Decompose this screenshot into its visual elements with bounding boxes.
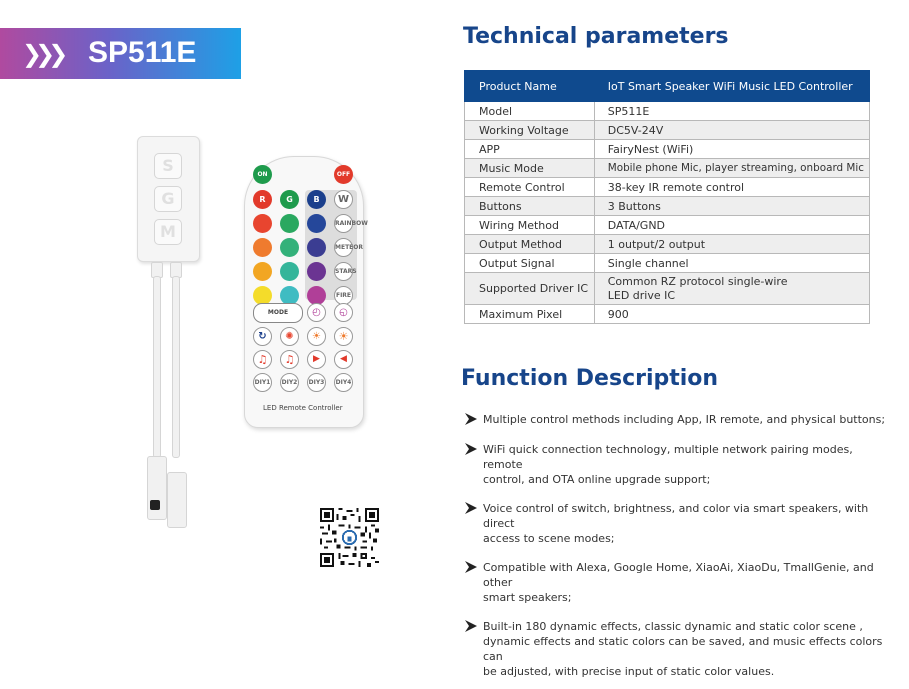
remote-g-button: G (280, 190, 299, 209)
table-row (465, 305, 870, 324)
table-cell-value: 3 Buttons (594, 197, 869, 216)
parameters-table (464, 70, 870, 324)
table-row (465, 102, 870, 121)
arrow-bullet-icon (464, 412, 478, 426)
list-item-text: smart speakers; (483, 591, 572, 604)
remote-diy1-button: DIY1 (253, 373, 272, 392)
table-cell-name: Supported Driver IC (465, 273, 595, 305)
remote-color-button (253, 238, 272, 257)
table-cell-line: Common RZ protocol single-wire (607, 274, 788, 288)
music-icon: ♫ (280, 350, 299, 369)
table-cell-name: Maximum Pixel (465, 305, 595, 324)
table-row (465, 197, 870, 216)
refresh-icon: ↻ (253, 327, 272, 346)
remote-color-button (280, 238, 299, 257)
table-row (465, 121, 870, 140)
remote-color-button (307, 214, 326, 233)
list-item-text: dynamic effects and static colors can be saved, and music effects colors can (483, 635, 883, 663)
table-row (465, 273, 870, 305)
chevrons-icon: ❯❯❯ (22, 40, 62, 68)
table-cell-line: LED drive IC (607, 288, 676, 302)
plug-socket (150, 500, 160, 510)
list-item-text: WiFi quick connection technology, multiple network pairing modes, remote (483, 443, 853, 471)
table-cell-value: Mobile phone Mic, player streaming, onboard Mic (594, 159, 869, 178)
table-cell-name: Working Voltage (465, 121, 595, 140)
table-cell-name: Buttons (465, 197, 595, 216)
remote-color-button (307, 262, 326, 281)
list-item-text: control, and OTA online upgrade support; (483, 473, 711, 486)
table-cell-value: 900 (594, 305, 869, 324)
list-item-text: be adjusted, with precise input of static color values. (483, 665, 775, 678)
list-item-text: Multiple control methods including App, IR remote, and physical buttons; (483, 413, 886, 426)
remote-color-button (280, 262, 299, 281)
list-item (464, 412, 894, 427)
remote-off-button: OFF (334, 165, 353, 184)
table-cell-name: Output Signal (465, 254, 595, 273)
list-item-text: access to scene modes; (483, 532, 615, 545)
list-item (464, 442, 894, 487)
remote-meteor-button: METEOR (334, 238, 353, 257)
remote-r-button: R (253, 190, 272, 209)
speed-icon: ◵ (334, 303, 353, 322)
table-cell-value: DC5V-24V (594, 121, 869, 140)
remote-color-button (253, 214, 272, 233)
table-cell-value: 38-key IR remote control (594, 178, 869, 197)
table-cell-value: 1 output/2 output (594, 235, 869, 254)
table-row (465, 140, 870, 159)
cable-plug-left (147, 456, 167, 520)
list-item (464, 560, 894, 605)
table-cell-value: Single channel (594, 254, 869, 273)
arrow-bullet-icon (464, 442, 478, 456)
remote-color-button (307, 238, 326, 257)
table-cell-value: FairyNest (WiFi) (594, 140, 869, 159)
cable-plug-right (167, 472, 187, 528)
function-list (464, 412, 894, 679)
music-icon: ♫ (253, 350, 272, 369)
controller-button-m: M (154, 219, 182, 245)
list-item-text: Built-in 180 dynamic effects, classic dynamic and static color scene , (483, 620, 863, 633)
brightness-up-icon: ☀ (334, 327, 353, 346)
arrow-bullet-icon (464, 501, 478, 515)
remote-rainbow-button: RAINBOW (334, 214, 353, 233)
table-cell-name: Output Method (465, 235, 595, 254)
arrow-bullet-icon (464, 560, 478, 574)
controller-device-image (137, 136, 200, 262)
table-header-row (465, 71, 870, 102)
controller-button-s: S (154, 153, 182, 179)
list-item (464, 619, 894, 679)
remote-w-button: W (334, 190, 353, 209)
palette-icon: ✺ (280, 327, 299, 346)
cable-left (153, 276, 161, 458)
cable-right (172, 276, 180, 458)
remote-color-button (253, 262, 272, 281)
remote-color-button (280, 214, 299, 233)
play-icon: ▶ (307, 350, 326, 369)
table-cell-value: SP511E (594, 102, 869, 121)
remote-b-button: B (307, 190, 326, 209)
model-banner (0, 28, 241, 79)
arrow-bullet-icon (464, 619, 478, 633)
remote-diy4-button: DIY4 (334, 373, 353, 392)
volume-icon: ◀ (334, 350, 353, 369)
brightness-down-icon: ☀ (307, 327, 326, 346)
remote-control-image (244, 156, 368, 428)
remote-stars-button: STARS (334, 262, 353, 281)
function-description-heading: Function Description (461, 366, 719, 391)
remote-on-button: ON (253, 165, 272, 184)
qr-code-image (320, 508, 379, 567)
remote-mode-button (253, 303, 303, 323)
table-row (465, 216, 870, 235)
table-cell-name: Model (465, 102, 595, 121)
table-cell-name: Product Name (465, 71, 595, 102)
model-title: SP511E (88, 36, 197, 69)
remote-diy2-button: DIY2 (280, 373, 299, 392)
table-cell-name: Remote Control (465, 178, 595, 197)
remote-label: LED Remote Controller (263, 404, 343, 412)
table-cell-value (594, 273, 869, 305)
list-item-text: Compatible with Alexa, Google Home, XiaoAi, XiaoDu, TmallGenie, and other (483, 561, 874, 589)
list-item (464, 501, 894, 546)
list-item-text: Voice control of switch, brightness, and color via smart speakers, with direct (483, 502, 869, 530)
speed-icon: ◴ (307, 303, 326, 322)
table-cell-name: Wiring Method (465, 216, 595, 235)
table-row (465, 254, 870, 273)
table-cell-name: Music Mode (465, 159, 595, 178)
table-row (465, 178, 870, 197)
remote-fire-button: FIRE (334, 286, 353, 305)
remote-diy3-button: DIY3 (307, 373, 326, 392)
table-cell-value: DATA/GND (594, 216, 869, 235)
technical-parameters-heading: Technical parameters (463, 24, 729, 49)
table-row (465, 159, 870, 178)
controller-button-g: G (154, 186, 182, 212)
table-cell-name: APP (465, 140, 595, 159)
remote-mode-label: MODE (267, 309, 289, 316)
table-row (465, 235, 870, 254)
table-cell-value: IoT Smart Speaker WiFi Music LED Controller (594, 71, 869, 102)
